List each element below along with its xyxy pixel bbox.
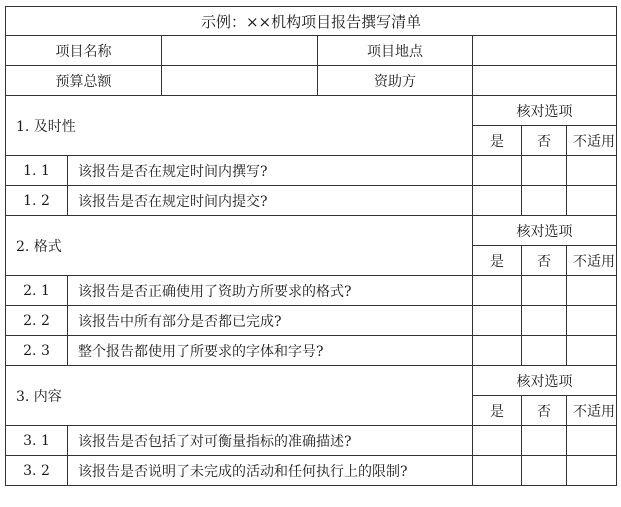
item-number: 2. 2: [6, 306, 68, 336]
item-number: 1. 1: [6, 156, 68, 186]
yes-check-cell[interactable]: [473, 456, 522, 486]
checklist-item-row: [6, 276, 617, 306]
yes-check-cell[interactable]: [473, 306, 522, 336]
checklist-item-row: [6, 426, 617, 456]
check-options-header: 核对选项: [473, 216, 617, 246]
checklist-title: 示例：××机构项目报告撰写清单: [6, 7, 617, 36]
no-check-cell[interactable]: [522, 186, 567, 216]
no-check-cell[interactable]: [522, 336, 567, 366]
yes-check-cell[interactable]: [473, 156, 522, 186]
section-header-row: [6, 216, 617, 246]
title-row: [6, 7, 617, 36]
project-location-label: 项目地点: [318, 36, 473, 66]
no-check-cell[interactable]: [522, 456, 567, 486]
yes-column-header: 是: [473, 396, 522, 426]
item-number: 1. 2: [6, 186, 68, 216]
no-column-header: 否: [522, 246, 567, 276]
check-options-header: 核对选项: [473, 96, 617, 126]
na-check-cell[interactable]: [567, 456, 617, 486]
item-number: 2. 1: [6, 276, 68, 306]
no-column-header: 否: [522, 126, 567, 156]
checklist-body: [6, 7, 617, 486]
item-number: 2. 3: [6, 336, 68, 366]
project-name-value-cell[interactable]: [162, 36, 318, 66]
yes-column-header: 是: [473, 126, 522, 156]
checklist-item-row: [6, 306, 617, 336]
item-number: 3. 1: [6, 426, 68, 456]
na-check-cell[interactable]: [567, 426, 617, 456]
item-question: 该报告中所有部分是否都已完成?: [68, 306, 473, 336]
item-question: 该报告是否包括了对可衡量指标的准确描述?: [68, 426, 473, 456]
yes-check-cell[interactable]: [473, 336, 522, 366]
project-location-value-cell[interactable]: [473, 36, 617, 66]
budget-label: 预算总额: [6, 66, 162, 96]
checklist-item-row: [6, 456, 617, 486]
na-column-header: 不适用: [567, 246, 617, 276]
na-check-cell[interactable]: [567, 276, 617, 306]
section-title: 3. 内容: [6, 366, 473, 426]
item-question: 该报告是否说明了未完成的活动和任何执行上的限制?: [68, 456, 473, 486]
funder-label: 资助方: [318, 66, 473, 96]
section-title: 2. 格式: [6, 216, 473, 276]
funder-value-cell[interactable]: [473, 66, 617, 96]
no-check-cell[interactable]: [522, 426, 567, 456]
no-check-cell[interactable]: [522, 276, 567, 306]
na-check-cell[interactable]: [567, 306, 617, 336]
item-number: 3. 2: [6, 456, 68, 486]
item-question: 整个报告都使用了所要求的字体和字号?: [68, 336, 473, 366]
budget-info-row: [6, 66, 617, 96]
section-header-row: [6, 96, 617, 126]
no-column-header: 否: [522, 396, 567, 426]
report-checklist-table: [5, 6, 617, 486]
item-question: 该报告是否正确使用了资助方所要求的格式?: [68, 276, 473, 306]
section-header-row: [6, 366, 617, 396]
yes-check-cell[interactable]: [473, 276, 522, 306]
section-title: 1. 及时性: [6, 96, 473, 156]
yes-check-cell[interactable]: [473, 426, 522, 456]
checklist-item-row: [6, 156, 617, 186]
na-check-cell[interactable]: [567, 336, 617, 366]
project-info-row: [6, 36, 617, 66]
check-options-header: 核对选项: [473, 366, 617, 396]
no-check-cell[interactable]: [522, 156, 567, 186]
project-name-label: 项目名称: [6, 36, 162, 66]
na-check-cell[interactable]: [567, 156, 617, 186]
yes-column-header: 是: [473, 246, 522, 276]
yes-check-cell[interactable]: [473, 186, 522, 216]
na-check-cell[interactable]: [567, 186, 617, 216]
item-question: 该报告是否在规定时间内撰写?: [68, 156, 473, 186]
na-column-header: 不适用: [567, 396, 617, 426]
budget-value-cell[interactable]: [162, 66, 318, 96]
checklist-item-row: [6, 186, 617, 216]
item-question: 该报告是否在规定时间内提交?: [68, 186, 473, 216]
checklist-item-row: [6, 336, 617, 366]
na-column-header: 不适用: [567, 126, 617, 156]
no-check-cell[interactable]: [522, 306, 567, 336]
